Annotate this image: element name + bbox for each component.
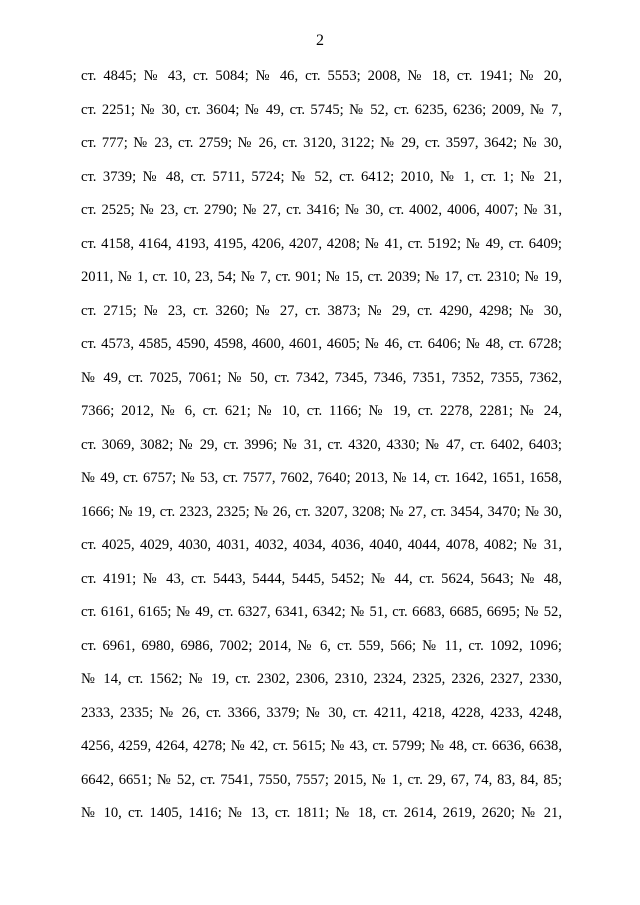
text-line: ст. 4025, 4029, 4030, 4031, 4032, 4034, 4036, 4040, 4044, 4078, 4082; № 31, <box>81 537 562 553</box>
text-line: 2011, № 1, ст. 10, 23, 54; № 7, ст. 901; № 15, ст. 2039; № 17, ст. 2310; № 19, <box>81 269 562 285</box>
text-line: ст. 6161, 6165; № 49, ст. 6327, 6341, 6342; № 51, ст. 6683, 6685, 6695; № 52, <box>81 604 562 620</box>
text-line: 6642, 6651; № 52, ст. 7541, 7550, 7557; 2015, № 1, ст. 29, 67, 74, 83, 84, 85; <box>81 771 562 788</box>
body-text <box>81 66 562 837</box>
text-line: 7366; 2012, № 6, ст. 621; № 10, ст. 1166; № 19, ст. 2278, 2281; № 24, <box>81 403 562 419</box>
text-line: ст. 4573, 4585, 4590, 4598, 4600, 4601, 4605; № 46, ст. 6406; № 48, ст. 6728; <box>81 336 562 352</box>
text-line: ст. 2251; № 30, ст. 3604; № 49, ст. 5745; № 52, ст. 6235, 6236; 2009, № 7, <box>81 101 562 118</box>
text-line: ст. 3739; № 48, ст. 5711, 5724; № 52, ст. 6412; 2010, № 1, ст. 1; № 21, <box>81 168 562 185</box>
text-line: ст. 777; № 23, ст. 2759; № 26, ст. 3120, 3122; № 29, ст. 3597, 3642; № 30, <box>81 135 562 151</box>
text-line: № 49, ст. 6757; № 53, ст. 7577, 7602, 7640; 2013, № 14, ст. 1642, 1651, 1658, <box>81 470 562 486</box>
text-line: ст. 2715; № 23, ст. 3260; № 27, ст. 3873; № 29, ст. 4290, 4298; № 30, <box>81 302 562 319</box>
page-number: 2 <box>316 32 324 49</box>
text-line: ст. 6961, 6980, 6986, 7002; 2014, № 6, ст. 559, 566; № 11, ст. 1092, 1096; <box>81 637 562 654</box>
text-line: ст. 4191; № 43, ст. 5443, 5444, 5445, 5452; № 44, ст. 5624, 5643; № 48, <box>81 570 562 587</box>
text-line: 1666; № 19, ст. 2323, 2325; № 26, ст. 3207, 3208; № 27, ст. 3454, 3470; № 30, <box>81 503 562 520</box>
text-line: 2333, 2335; № 26, ст. 3366, 3379; № 30, ст. 4211, 4218, 4228, 4233, 4248, <box>81 704 562 721</box>
text-line: № 49, ст. 7025, 7061; № 50, ст. 7342, 7345, 7346, 7351, 7352, 7355, 7362, <box>81 369 562 386</box>
text-line: ст. 2525; № 23, ст. 2790; № 27, ст. 3416; № 30, ст. 4002, 4006, 4007; № 31, <box>81 202 562 218</box>
text-line: ст. 3069, 3082; № 29, ст. 3996; № 31, ст. 4320, 4330; № 47, ст. 6402, 6403; <box>81 436 562 453</box>
text-line: ст. 4845; № 43, ст. 5084; № 46, ст. 5553; 2008, № 18, ст. 1941; № 20, <box>81 68 562 84</box>
text-line: № 14, ст. 1562; № 19, ст. 2302, 2306, 2310, 2324, 2325, 2326, 2327, 2330, <box>81 671 562 687</box>
text-line: ст. 4158, 4164, 4193, 4195, 4206, 4207, 4208; № 41, ст. 5192; № 49, ст. 6409; <box>81 235 562 252</box>
text-line: № 10, ст. 1405, 1416; № 13, ст. 1811; № 18, ст. 2614, 2619, 2620; № 21, <box>81 805 562 821</box>
text-line: 4256, 4259, 4264, 4278; № 42, ст. 5615; № 43, ст. 5799; № 48, ст. 6636, 6638, <box>81 738 562 754</box>
